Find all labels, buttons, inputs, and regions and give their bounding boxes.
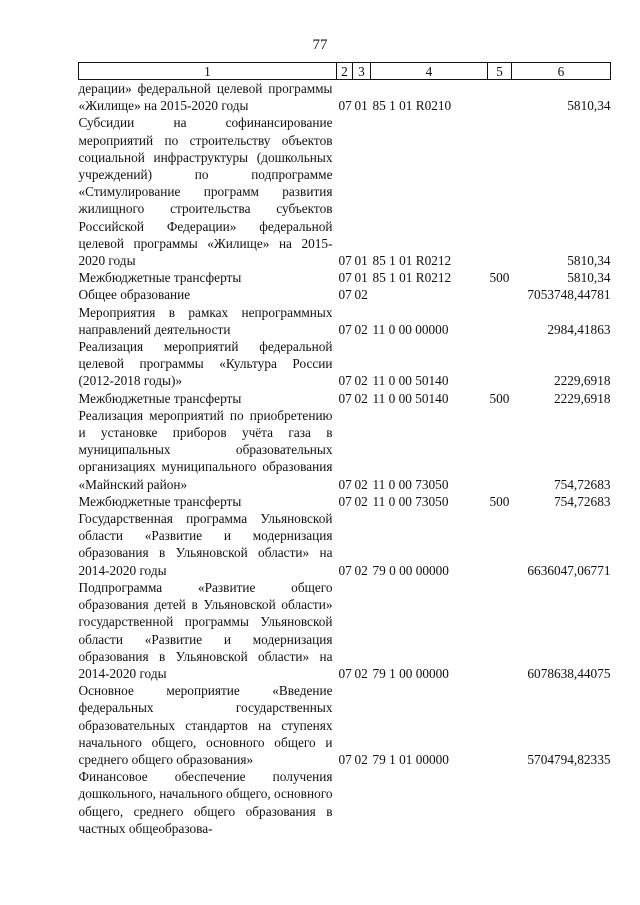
row-target-code: 85 1 01 R0210 <box>372 98 452 114</box>
table-row <box>79 510 611 579</box>
row-expense-type <box>488 286 512 303</box>
row-target-code: 79 1 01 00000 <box>372 751 449 767</box>
table-row <box>79 407 611 493</box>
table-row <box>79 286 611 303</box>
row-subsection <box>353 768 371 837</box>
row-target-code: 11 0 00 73050 <box>372 493 449 509</box>
table-row <box>79 80 611 115</box>
row-subsection: 01 <box>354 98 368 114</box>
row-target-code: 11 0 00 73050 <box>372 476 449 492</box>
row-name: Реализация мероприятий федеральной целевой программы «Культура России (2012-2018 годы)» <box>78 339 333 389</box>
row-section: 07 <box>338 287 352 303</box>
row-amount: 5810,34 <box>567 270 611 286</box>
row-amount: 5704794,82335 <box>527 751 611 767</box>
row-name: дерации» федеральной целевой программы «Жилище» на 2015-2020 годы <box>78 81 333 114</box>
row-name: Межбюджетные трансферты <box>78 270 242 286</box>
row-expense-type <box>488 768 512 837</box>
row-section: 07 <box>338 98 352 114</box>
row-amount: 754,72683 <box>553 476 611 492</box>
column-header-1: 1 <box>79 63 337 80</box>
row-section: 07 <box>338 321 352 337</box>
table-row <box>79 768 611 837</box>
column-header-5: 5 <box>488 63 512 80</box>
row-subsection: 02 <box>354 373 368 389</box>
row-expense-type: 500 <box>489 270 510 286</box>
row-expense-type: 500 <box>489 390 510 406</box>
row-target-code <box>371 768 488 837</box>
row-amount: 7053748,44781 <box>527 287 611 303</box>
row-name: Межбюджетные трансферты <box>78 493 242 509</box>
row-expense-type <box>488 510 512 579</box>
table-row <box>79 390 611 407</box>
row-expense-type <box>488 407 512 493</box>
row-name: Мероприятия в рамках непрограммных направлений деятельности <box>78 304 333 337</box>
row-section: 07 <box>338 253 352 269</box>
row-subsection: 01 <box>354 253 368 269</box>
row-name: Реализация мероприятий по приобретению и установке приборов учёта газа в муниципальных образовательных организациях муниципального образования «Майнский район» <box>78 407 333 492</box>
row-subsection: 01 <box>354 270 368 286</box>
column-header-4: 4 <box>371 63 488 80</box>
row-name: Государственная программа Ульяновской области «Развитие и модернизация образования в Ульяновской области» на 2014-2020 годы <box>78 511 333 578</box>
table-row <box>79 304 611 338</box>
row-expense-type <box>488 304 512 338</box>
row-section: 07 <box>338 373 352 389</box>
column-header-2: 2 <box>337 63 353 80</box>
row-amount: 6636047,06771 <box>527 562 611 578</box>
row-expense-type <box>488 80 512 115</box>
row-amount: 2229,6918 <box>553 373 611 389</box>
row-section <box>337 768 353 837</box>
row-amount: 754,72683 <box>553 493 611 509</box>
row-target-code <box>371 286 488 303</box>
row-amount: 2229,6918 <box>553 390 611 406</box>
row-target-code: 85 1 01 R0212 <box>372 270 452 286</box>
row-target-code: 79 0 00 00000 <box>372 562 449 578</box>
row-name: Общее образование <box>78 287 191 303</box>
row-name: Подпрограмма «Развитие общего образования детей в Ульяновской области» государственной программы Ульяновской области «Развитие и модернизация образования в Ульяновской области» на 2014-2020 годы <box>78 579 333 681</box>
row-section: 07 <box>338 665 352 681</box>
row-expense-type <box>488 114 512 269</box>
column-header-6: 6 <box>512 63 611 80</box>
row-section: 07 <box>338 562 352 578</box>
table-row <box>79 269 611 286</box>
row-name: Основное мероприятие «Введение федеральных государственных образовательных стандартов на ступенях начального общего, основного общего и среднего общего образования» <box>78 683 333 767</box>
row-amount: 5810,34 <box>567 98 611 114</box>
row-subsection: 02 <box>354 476 368 492</box>
row-section: 07 <box>338 270 352 286</box>
row-subsection: 02 <box>354 665 368 681</box>
row-amount: 6078638,44075 <box>527 665 611 681</box>
budget-table <box>78 62 611 837</box>
row-section: 07 <box>338 493 352 509</box>
table-row <box>79 338 611 390</box>
column-header-3: 3 <box>353 63 371 80</box>
page-number: 77 <box>312 37 328 53</box>
table-header-row <box>79 63 611 80</box>
row-subsection: 02 <box>354 562 368 578</box>
row-subsection: 02 <box>354 751 368 767</box>
row-name: Субсидии на софинансирование мероприятий по строительству объектов социальной инфраструктуры (дошкольных учреждений) по подпрограмме «Стимулирование программ развития жилищного строительства субъектов Российской Федерации» федеральной целевой программы «Жилище» на 2015-2020 годы <box>78 115 333 269</box>
row-target-code: 79 1 00 00000 <box>372 665 449 681</box>
row-name: Финансовое обеспечение получения дошкольного, начального общего, основного общего, среднего общего образования в частных общеобразова- <box>78 769 333 836</box>
table-row <box>79 579 611 682</box>
row-subsection: 02 <box>354 321 368 337</box>
row-amount <box>512 768 611 837</box>
row-name: Межбюджетные трансферты <box>78 390 242 406</box>
row-target-code: 85 1 01 R0212 <box>372 253 452 269</box>
row-target-code: 11 0 00 50140 <box>372 373 449 389</box>
row-section: 07 <box>338 751 352 767</box>
row-amount: 5810,34 <box>567 253 611 269</box>
row-target-code: 11 0 00 00000 <box>372 321 449 337</box>
row-subsection: 02 <box>354 287 368 303</box>
row-expense-type <box>488 338 512 390</box>
row-expense-type <box>488 682 512 768</box>
table-row <box>79 493 611 510</box>
row-subsection: 02 <box>354 390 368 406</box>
table-row <box>79 114 611 269</box>
table-row <box>79 682 611 768</box>
row-expense-type: 500 <box>489 493 510 509</box>
row-target-code: 11 0 00 50140 <box>372 390 449 406</box>
row-subsection: 02 <box>354 493 368 509</box>
row-section: 07 <box>338 476 352 492</box>
row-section: 07 <box>338 390 352 406</box>
row-expense-type <box>488 579 512 682</box>
row-amount: 2984,41863 <box>547 321 611 337</box>
